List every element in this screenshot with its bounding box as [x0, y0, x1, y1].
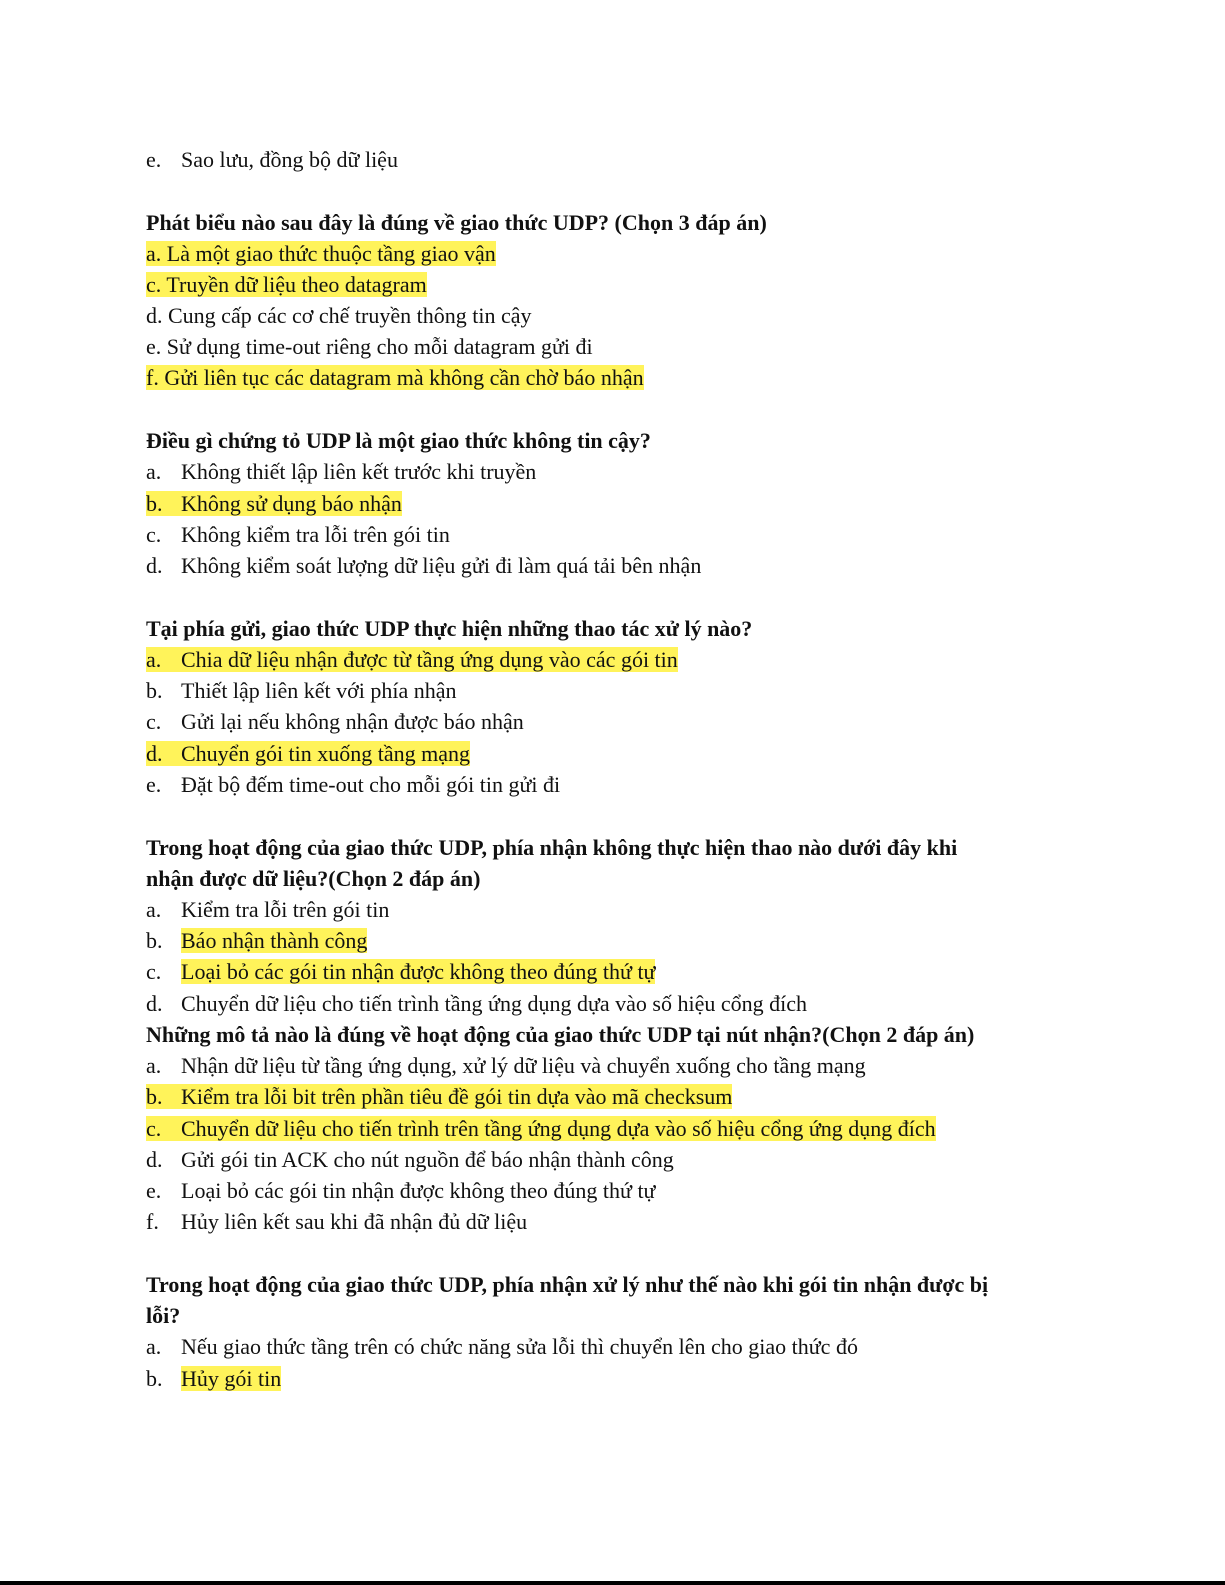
- option-a: [146, 644, 678, 675]
- question-title: Tại phía gửi, giao thức UDP thực hiện những thao tác xử lý nào?: [146, 616, 753, 641]
- question-title: Những mô tả nào là đúng về hoạt động của giao thức UDP tại nút nhận?(Chọn 2 đáp án): [146, 1022, 975, 1047]
- option-b: [146, 488, 402, 519]
- option-d: [146, 738, 470, 769]
- option-e: e. Sao lưu, đồng bộ dữ liệu: [146, 147, 398, 172]
- option-c: [146, 269, 427, 300]
- option-c: c. Gửi lại nếu không nhận được báo nhận: [146, 709, 524, 734]
- option-e: e. Loại bỏ các gói tin nhận được không theo đúng thứ tự: [146, 1178, 656, 1203]
- highlighted-answer: f. Gửi liên tục các datagram mà không cần chờ báo nhận: [146, 365, 644, 390]
- highlighted-answer: Loại bỏ các gói tin nhận được không theo đúng thứ tự: [181, 959, 656, 984]
- option-a: a. Không thiết lập liên kết trước khi truyền: [146, 459, 537, 484]
- option-b: [146, 1081, 732, 1112]
- option-c: c. Loại bỏ các gói tin nhận được không theo đúng thứ tự: [146, 959, 656, 984]
- option-f: f. Hủy liên kết sau khi đã nhận đủ dữ liệu: [146, 1209, 528, 1234]
- option-e: e. Đặt bộ đếm time-out cho mỗi gói tin gửi đi: [146, 772, 561, 797]
- highlighted-answer: d. Chuyển gói tin xuống tầng mạng: [146, 741, 471, 766]
- highlighted-answer: a. Là một giao thức thuộc tầng giao vận: [146, 241, 496, 266]
- option-d: d. Cung cấp các cơ chế truyền thông tin cậy: [146, 303, 532, 328]
- page-bottom-border: [0, 1581, 1225, 1585]
- highlighted-answer: b. Không sử dụng báo nhận: [146, 491, 402, 516]
- highlighted-answer: a. Chia dữ liệu nhận được từ tầng ứng dụng vào các gói tin: [146, 647, 678, 672]
- option-b: b. Báo nhận thành công: [146, 928, 368, 953]
- question-title: Trong hoạt động của giao thức UDP, phía nhận không thực hiện thao nào dưới đây khi: [146, 835, 958, 860]
- highlighted-answer: c. Chuyển dữ liệu cho tiến trình trên tầng ứng dụng dựa vào số hiệu cổng ứng dụng đích: [146, 1116, 936, 1141]
- option-a: a. Kiểm tra lỗi trên gói tin: [146, 897, 390, 922]
- option-b: b. Thiết lập liên kết với phía nhận: [146, 678, 457, 703]
- option-d: d. Chuyển dữ liệu cho tiến trình tầng ứng dụng dựa vào số hiệu cổng đích: [146, 991, 807, 1016]
- option-b: b. Hủy gói tin: [146, 1366, 282, 1391]
- option-f: [146, 362, 644, 393]
- option-a: a. Nhận dữ liệu từ tầng ứng dụng, xử lý dữ liệu và chuyển xuống cho tầng mạng: [146, 1053, 866, 1078]
- option-a: a. Nếu giao thức tầng trên có chức năng sửa lỗi thì chuyển lên cho giao thức đó: [146, 1334, 858, 1359]
- highlighted-answer: c. Truyền dữ liệu theo datagram: [146, 272, 427, 297]
- highlighted-answer: b. Kiểm tra lỗi bit trên phần tiêu đề gói tin dựa vào mã checksum: [146, 1084, 733, 1109]
- question-title-cont: lỗi?: [146, 1303, 181, 1328]
- question-title-cont: nhận được dữ liệu?(Chọn 2 đáp án): [146, 866, 481, 891]
- question-title: Trong hoạt động của giao thức UDP, phía nhận xử lý như thế nào khi gói tin nhận được bị: [146, 1272, 989, 1297]
- question-title: Điều gì chứng tỏ UDP là một giao thức không tin cậy?: [146, 428, 651, 453]
- option-c: [146, 1113, 936, 1144]
- option-e: e. Sử dụng time-out riêng cho mỗi datagram gửi đi: [146, 334, 593, 359]
- option-d: d. Gửi gói tin ACK cho nút nguồn để báo nhận thành công: [146, 1147, 674, 1172]
- highlighted-answer: Hủy gói tin: [181, 1366, 282, 1391]
- highlighted-answer: Báo nhận thành công: [181, 928, 368, 953]
- option-a: [146, 238, 496, 269]
- option-d: d. Không kiểm soát lượng dữ liệu gửi đi làm quá tải bên nhận: [146, 553, 702, 578]
- question-title: Phát biểu nào sau đây là đúng về giao thức UDP? (Chọn 3 đáp án): [146, 210, 767, 235]
- option-c: c. Không kiểm tra lỗi trên gói tin: [146, 522, 450, 547]
